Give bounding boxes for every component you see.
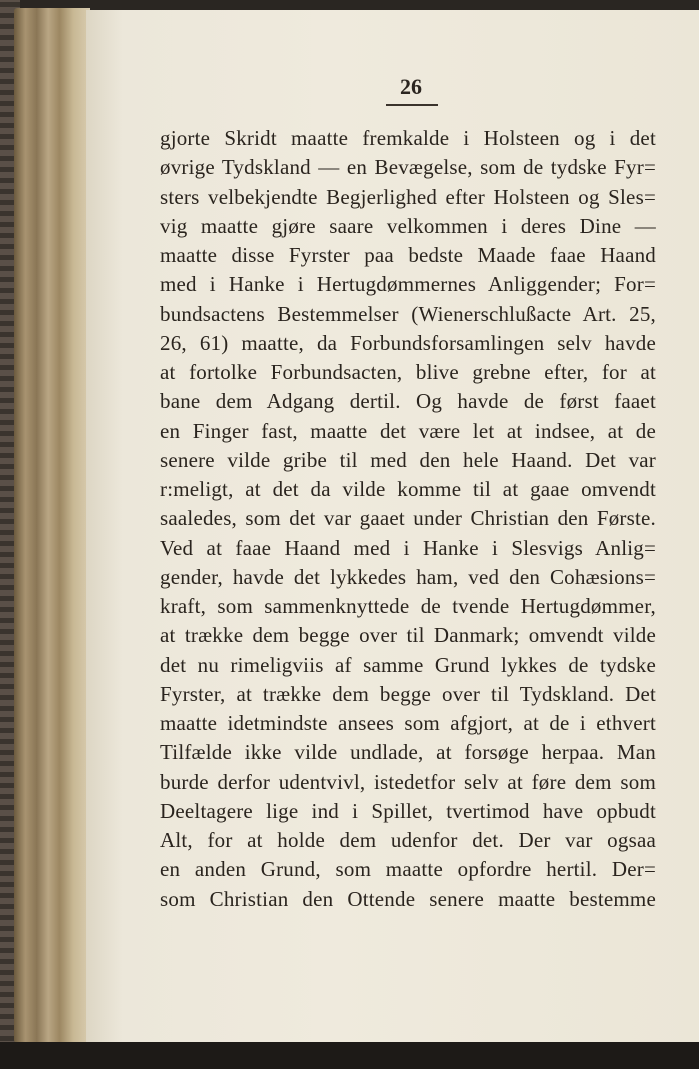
text-line: Ved at faae Haand med i Hanke i Slesvigs Anlig= [160,535,656,560]
text-line: maatte idetmindste ansees som afgjort, at de i ethvert [160,711,656,735]
text-line: senere vilde gribe til med den hele Haand. Det var [160,447,656,472]
body-text [160,124,656,914]
text-line: bane dem Adgang dertil. Og havde de først faaet [160,389,656,414]
text-line: at trække dem begge over til Danmark; omvendt vilde [160,623,656,648]
text-line: en Finger fast, maatte det være let at indsee, at de [160,418,656,443]
text-line: bundsactens Bestemmelser (Wienerschlußacte Art. 25, [160,301,656,326]
text-line: øvrige Tydskland — en Bevægelse, som de tydske Fyr= [160,155,656,180]
text-line: saaledes, som det var gaaet under Christian den Første. [160,506,656,531]
text-line: gender, havde det lykkedes ham, ved den Cohæsions= [160,564,656,589]
text-line: burde derfor udentvivl, istedetfor selv at føre dem som [160,769,656,794]
text-line: at fortolke Forbundsacten, blive grebne efter, for at [160,360,656,384]
page-number-rule [386,104,438,106]
text-line: 26, 61) maatte, da Forbundsforsamlingen selv havde [160,330,656,355]
text-line: kraft, som sammenknyttede de tvende Hertugdømmer, [160,594,656,618]
page-edges [14,8,90,1043]
text-line: r:meligt, at det da vilde komme til at gaae omvendt [160,477,656,501]
text-line: gjorte Skridt maatte fremkalde i Holsteen og i det [160,126,656,150]
text-line: vig maatte gjøre saare velkommen i deres Dine — [160,213,656,238]
text-line: med i Hanke i Hertugdømmernes Anliggender; For= [160,272,656,297]
text-line: en anden Grund, som maatte opfordre hertil. Der= [160,857,656,882]
text-line: Deeltagere lige ind i Spillet, tvertimod have opbudt [160,798,656,823]
page-number: 26 [400,74,422,99]
text-line: Tilfælde ikke vilde undlade, at forsøge herpaa. Man [160,740,656,765]
text-line: Fyrster, at trække dem begge over til Tydskland. Det [160,681,656,706]
scan-background [0,1042,699,1069]
text-line: sters velbekjendte Begjerlighed efter Holsteen og Sles= [160,184,656,209]
text-line: Alt, for at holde dem udenfor det. Der var ogsaa [160,828,656,852]
text-line: som Christian den Ottende senere maatte bestemme [160,886,656,911]
text-line: maatte disse Fyrster paa bedste Maade faae Haand [160,243,656,267]
text-line: det nu rimeligviis af samme Grund lykkes de tydske [160,652,656,677]
